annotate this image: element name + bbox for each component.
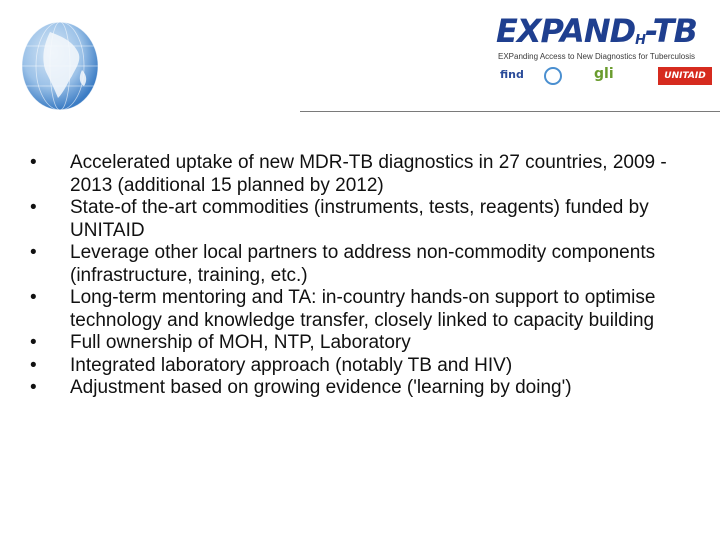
- bullet-list: [30, 152, 690, 400]
- expand-tb-logo: [490, 10, 715, 95]
- globe-icon: [20, 18, 100, 114]
- bullet-item: • Leverage other local partners to address non-commodity components (infrastructure, training, etc.): [30, 242, 690, 287]
- bullet-item: • Adjustment based on growing evidence ('learning by doing'): [30, 377, 690, 400]
- gli-logo: gli: [594, 66, 614, 82]
- unitaid-logo: UNITAID: [658, 67, 712, 85]
- bullet-item: • Long-term mentoring and TA: in-country hands-on support to optimise technology and knowledge transfer, closely linked to capacity building: [30, 287, 690, 332]
- bullet-item: • Accelerated uptake of new MDR-TB diagnostics in 27 countries, 2009 - 2013 (additional 15 planned by 2012): [30, 152, 690, 197]
- logo-tagline: EXPanding Access to New Diagnostics for Tuberculosis: [498, 52, 695, 61]
- logo-title-expand: EXPAND: [496, 12, 636, 50]
- logo-title: [496, 12, 697, 50]
- partner-logos: [498, 65, 713, 91]
- logo-title-h: H: [635, 33, 646, 48]
- bullet-item: • Integrated laboratory approach (notably TB and HIV): [30, 355, 690, 378]
- who-emblem-icon: [544, 67, 562, 85]
- header-divider: [300, 111, 720, 112]
- bullet-item: • State-of the-art commodities (instruments, tests, reagents) funded by UNITAID: [30, 197, 690, 242]
- find-logo: find: [500, 68, 524, 81]
- logo-title-tb: -TB: [645, 12, 697, 50]
- bullet-item: • Full ownership of MOH, NTP, Laboratory: [30, 332, 690, 355]
